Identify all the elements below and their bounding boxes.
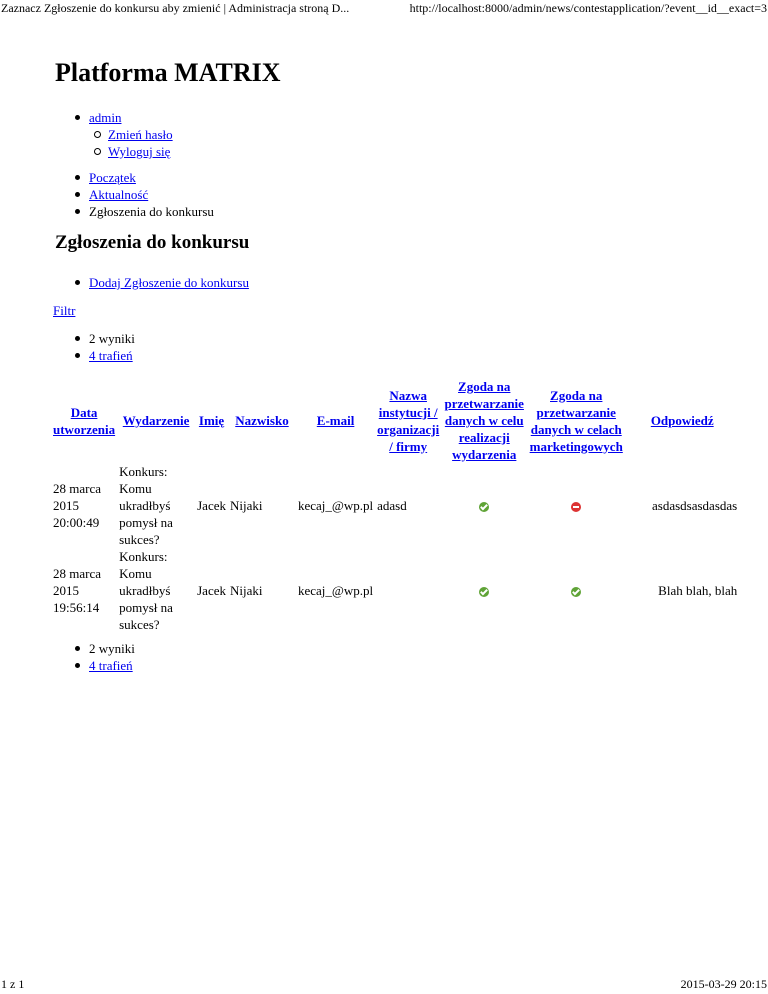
col-created[interactable] <box>51 378 117 463</box>
result-summary-bottom <box>89 640 135 674</box>
cell-consent-marketing <box>527 463 625 548</box>
logout-link[interactable]: Wyloguj się <box>108 144 171 159</box>
table-row <box>51 463 739 548</box>
result-hits-item <box>89 657 135 674</box>
window-title: Zaznacz Zgłoszenie do konkursu aby zmienić | Administracja stroną D... <box>1 1 350 15</box>
cell-last-name: Nijaki <box>229 498 263 513</box>
yes-icon <box>479 502 489 512</box>
user-menu <box>89 109 173 160</box>
change-password-link[interactable]: Zmień hasło <box>108 127 173 142</box>
show-all-link[interactable]: 4 trafień <box>89 348 133 363</box>
breadcrumb-news-link[interactable]: Aktualność <box>89 187 149 202</box>
cell-created: 28 marca 2015 20:00:49 <box>53 481 102 530</box>
print-datetime: 2015-03-29 20:15 <box>680 977 767 991</box>
add-application-link[interactable]: Dodaj Zgłoszenie do konkursu <box>89 275 249 290</box>
result-summary-top <box>89 330 135 364</box>
breadcrumb-item <box>89 169 214 186</box>
cell-answer: asdasdsasdasdas <box>652 498 738 513</box>
sort-consent-marketing-link[interactable]: Zgoda na przetwarzanie danych w celach marketingowych <box>529 387 623 454</box>
breadcrumb-item-current: Zgłoszenia do konkursu <box>89 204 214 219</box>
print-header <box>0 0 768 18</box>
print-footer <box>0 976 768 994</box>
cell-first-name: Jacek <box>197 498 226 513</box>
table-header-row <box>51 378 739 463</box>
no-icon <box>571 502 581 512</box>
user-submenu-item <box>108 126 173 143</box>
col-answer[interactable] <box>625 378 739 463</box>
page-url: http://localhost:8000/admin/news/contestapplication/?event__id__exact=3 <box>409 1 767 15</box>
page-number: 1 z 1 <box>1 977 25 991</box>
sort-answer-link[interactable]: Odpowiedź <box>650 413 714 428</box>
cell-consent-event <box>441 548 527 633</box>
cell-event: Konkurs: Komu ukradłbyś pomysł na sukces? <box>119 549 173 632</box>
results-table <box>51 378 739 633</box>
cell-organization <box>375 548 441 633</box>
result-count: 2 wyniki <box>89 641 135 656</box>
yes-icon <box>571 587 581 597</box>
sort-first-name-link[interactable]: Imię <box>198 413 225 428</box>
cell-event: Konkurs: Komu ukradłbyś pomysł na sukces? <box>119 464 173 547</box>
sort-consent-event-link[interactable]: Zgoda na przetwarzanie danych w celu realizacji wydarzenia <box>444 379 524 462</box>
sort-organization-link[interactable]: Nazwa instytucji / organizacji / firmy <box>377 387 440 454</box>
breadcrumb-home-link[interactable]: Początek <box>89 170 136 185</box>
cell-organization: adasd <box>377 498 407 513</box>
cell-consent-event <box>441 463 527 548</box>
col-organization[interactable] <box>375 378 441 463</box>
user-submenu-item <box>108 143 173 160</box>
cell-created: 28 marca 2015 19:56:14 <box>53 566 102 615</box>
yes-icon <box>479 587 489 597</box>
col-first-name[interactable] <box>195 378 228 463</box>
sort-email-link[interactable]: E-mail <box>316 413 355 428</box>
table-row <box>51 548 739 633</box>
col-email[interactable] <box>296 378 375 463</box>
result-count: 2 wyniki <box>89 331 135 346</box>
page-title: Zgłoszenia do konkursu <box>55 232 250 253</box>
cell-last-name: Nijaki <box>229 583 263 598</box>
show-all-link[interactable]: 4 trafień <box>89 658 133 673</box>
breadcrumb-item <box>89 186 214 203</box>
col-consent-event[interactable] <box>441 378 527 463</box>
sort-event-link[interactable]: Wydarzenie <box>122 413 190 428</box>
col-last-name[interactable] <box>228 378 296 463</box>
col-consent-marketing[interactable] <box>527 378 625 463</box>
user-link[interactable]: admin <box>89 110 122 125</box>
object-tools-item <box>89 274 249 291</box>
breadcrumb <box>89 169 214 220</box>
sort-last-name-link[interactable]: Nazwisko <box>235 413 289 428</box>
filter-link[interactable]: Filtr <box>53 303 76 318</box>
cell-first-name: Jacek <box>197 583 226 598</box>
result-hits-item <box>89 347 135 364</box>
cell-email: kecaj_@wp.pl <box>297 583 374 598</box>
user-menu-item <box>89 109 173 160</box>
object-tools <box>89 274 249 291</box>
cell-answer: Blah blah, blah <box>658 583 738 598</box>
cell-email: kecaj_@wp.pl <box>297 498 374 513</box>
col-event[interactable] <box>117 378 195 463</box>
sort-created-link[interactable]: Data utworzenia <box>53 404 116 437</box>
cell-consent-marketing <box>527 548 625 633</box>
site-title: Platforma MATRIX <box>55 58 281 87</box>
